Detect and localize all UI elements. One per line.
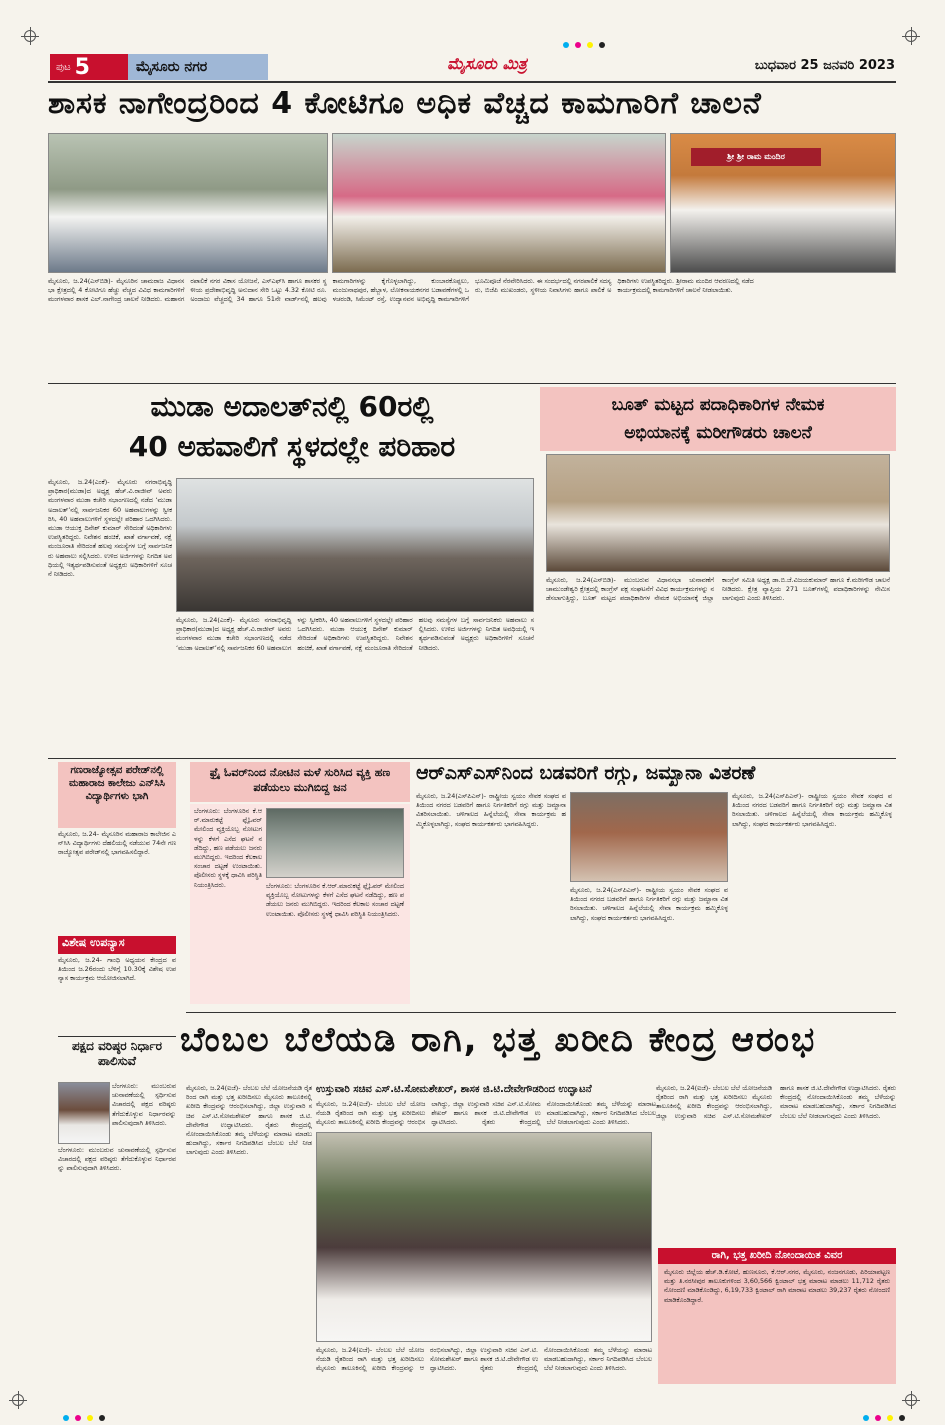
page-date: ಬುಧವಾರ 25 ಜನವರಿ 2023	[754, 58, 895, 73]
procurement-info-body: ಮೈಸೂರು ಜಿಲ್ಲೆಯ ಹೆಚ್.ಡಿ.ಕೋಟೆ, ಹುಣಸೂರು, ಕೆ.ಆರ್.ನಗರ, ಮೈಸೂರು, ನಂಜನಗೂಡು, ಪಿರಿಯಾಪಟ್ಟಣ ಮತ್ತು ತಿ.ನರಸೀಪುರ ತಾಲೂಕುಗಳಿಂದ 3,60,566 ಕ್ವಿಂಟಾಲ್ ಭತ್ತ ಮಾರಾಟ ಮಾಡಲು 11,712 ರೈತರು ನೋಂದಣಿ ಮಾಡಿಕೊಂಡಿದ್ದು, 6,19,733 ಕ್ವಿಂಟಾಲ್ ರಾಗಿ ಮಾರಾಟ ಮಾಡಲು 39,237 ರೈತರು ನೋಂದಣಿ ಮಾಡಿಕೊಂಡಿದ್ದಾರೆ.	[664, 1268, 890, 1304]
ragi-body-bottom: ಮೈಸೂರು, ಜ.24(ಐಜೆ)- ಬೆಂಬಲ ಬೆಲೆ ಯೋಜನೆಯಡಿ ರೈತರಿಂದ ರಾಗಿ ಮತ್ತು ಭತ್ತ ಖರೀದಿಸಲು ಮೈಸೂರು ತಾಲೂಕಿನಲ್ಲಿ ಖರೀದಿ ಕೇಂದ್ರವನ್ನು ಆರಂಭಿಸಲಾಗಿದ್ದು, ಜಿಲ್ಲಾ ಉಸ್ತುವಾರಿ ಸಚಿವ ಎಸ್.ಟಿ.ಸೋಮಶೇಖರ್ ಹಾಗೂ ಶಾಸಕ ಜಿ.ಟಿ.ದೇವೇಗೌಡ ಉದ್ಘಾಟಿಸಿದರು. ರೈತರು ಕೇಂದ್ರದಲ್ಲಿ ನೋಂದಾಯಿಸಿಕೊಂಡು ತಮ್ಮ ಬೆಳೆಯನ್ನು ಮಾರಾಟ ಮಾಡಬಹುದಾಗಿದ್ದು, ಸರ್ಕಾರ ನಿಗದಿಪಡಿಸಿದ ಬೆಂಬಲ ಬೆಲೆ ನೀಡಲಾಗುವುದು ಎಂದು ತಿಳಿಸಿದರು.	[316, 1346, 652, 1373]
muda-headline-line1: ಮುಡಾ ಅದಾಲತ್‌ನಲ್ಲಿ 60ರಲ್ಲಿ	[150, 390, 434, 423]
page-number: 5	[74, 54, 90, 80]
registration-mark	[905, 1394, 917, 1406]
booth-photo	[546, 454, 890, 572]
section-rule	[48, 758, 896, 759]
rss-headline: ಆರ್‌ಎಸ್‌ಎಸ್‌ನಿಂದ ಬಡವರಿಗೆ ರಗ್ಗು, ಜಮ್ಖಾನಾ ವಿತರಣೆ	[416, 762, 756, 784]
masthead: ಮೈಸೂರು ಮಿತ್ರ	[447, 54, 527, 73]
lead-body: ಮೈಸೂರು, ಜ.24(ಎಸ್‌ಬಿಡಿ)- ಮೈಸೂರಿನ ಚಾಮರಾಜ ವಿಧಾನಸಭಾ ಕ್ಷೇತ್ರದಲ್ಲಿ 4 ಕೋಟಿಗೂ ಹೆಚ್ಚು ವೆಚ್ಚದ ವಿವಿಧ ಕಾಮಗಾರಿಗಳಿಗೆ ಮಂಗಳವಾರ ಶಾಸಕ ಎಲ್.ನಾಗೇಂದ್ರ ಚಾಲನೆ ನೀಡಿದರು. ಮಹಾನಗರಪಾಲಿಕೆ ನಗರ ವಿಕಾಸ ಯೋಜನೆ, ಎಸ್‌ಎಫ್‌ಸಿ ಹಾಗೂ ಶಾಸಕರ ಸ್ಥಳೀಯ ಪ್ರದೇಶಾಭಿವೃದ್ಧಿ ಅನುದಾನ ಸೇರಿ ಒಟ್ಟು 4.32 ಕೋಟಿ ರೂ. ಅಂದಾಜು ವೆಚ್ಚದಲ್ಲಿ 34 ಹಾಗೂ 51ನೇ ವಾರ್ಡ್‌ನಲ್ಲಿ ಹಲವು ಕಾಮಗಾರಿಗಳನ್ನು ಕೈಗೊಳ್ಳಲಾಗಿದ್ದು, ಕುಂಬಾರಕೊಪ್ಪಲು, ಮಂಜುನಾಥಪುರ, ಹೆಬ್ಬಾಳ, ಲೋಕನಾಯಕನಗರ ಬಡಾವಣೆಗಳಲ್ಲಿ ಒಳಚರಂಡಿ, ಸಿಮೆಂಟ್ ರಸ್ತೆ, ಉದ್ಯಾನವನ ಅಭಿವೃದ್ಧಿ ಕಾಮಗಾರಿಗಳಿಗೆ ಭೂಮಿಪೂಜೆ ನೆರವೇರಿಸಿದರು. ಈ ಸಂದರ್ಭದಲ್ಲಿ ನಗರಪಾಲಿಕೆ ಸದಸ್ಯರು, ಬಿಜೆಪಿ ಮುಖಂಡರು, ಸ್ಥಳೀಯ ನಿವಾಸಿಗಳು ಹಾಗೂ ಪಾಲಿಕೆ ಅಧಿಕಾರಿಗಳು ಉಪಸ್ಥಿತರಿದ್ದರು. ಶ್ರೀರಾಮ ಮಂದಿರ ಆವರಣದಲ್ಲಿ ನಡೆದ ಕಾರ್ಯಕ್ರಮದಲ್ಲಿ ಕಾಮಗಾರಿಗಳಿಗೆ ಚಾಲನೆ ನೀಡಲಾಯಿತು.	[48, 277, 754, 304]
header-rule	[48, 81, 896, 83]
ragi-body-col1: ಮೈಸೂರು, ಜ.24(ಐಜೆ)- ಬೆಂಬಲ ಬೆಲೆ ಯೋಜನೆಯಡಿ ರೈತರಿಂದ ರಾಗಿ ಮತ್ತು ಭತ್ತ ಖರೀದಿಸಲು ಮೈಸೂರು ತಾಲೂಕಿನಲ್ಲಿ ಖರೀದಿ ಕೇಂದ್ರವನ್ನು ಆರಂಭಿಸಲಾಗಿದ್ದು, ಜಿಲ್ಲಾ ಉಸ್ತುವಾರಿ ಸಚಿವ ಎಸ್.ಟಿ.ಸೋಮಶೇಖರ್ ಹಾಗೂ ಶಾಸಕ ಜಿ.ಟಿ.ದೇವೇಗೌಡ ಉದ್ಘಾಟಿಸಿದರು. ರೈತರು ಕೇಂದ್ರದಲ್ಲಿ ನೋಂದಾಯಿಸಿಕೊಂಡು ತಮ್ಮ ಬೆಳೆಯನ್ನು ಮಾರಾಟ ಮಾಡಬಹುದಾಗಿದ್ದು, ಸರ್ಕಾರ ನಿಗದಿಪಡಿಸಿದ ಬೆಂಬಲ ಬೆಲೆ ನೀಡಲಾಗುವುದು ಎಂದು ತಿಳಿಸಿದರು.	[186, 1084, 312, 1157]
registration-mark	[24, 30, 36, 42]
color-bar-bottom	[60, 1406, 108, 1425]
flyover-box	[190, 804, 410, 1004]
ragi-body-right: ಮೈಸೂರು, ಜ.24(ಐಜೆ)- ಬೆಂಬಲ ಬೆಲೆ ಯೋಜನೆಯಡಿ ರೈತರಿಂದ ರಾಗಿ ಮತ್ತು ಭತ್ತ ಖರೀದಿಸಲು ಮೈಸೂರು ತಾಲೂಕಿನಲ್ಲಿ ಖರೀದಿ ಕೇಂದ್ರವನ್ನು ಆರಂಭಿಸಲಾಗಿದ್ದು, ಜಿಲ್ಲಾ ಉಸ್ತುವಾರಿ ಸಚಿವ ಎಸ್.ಟಿ.ಸೋಮಶೇಖರ್ ಹಾಗೂ ಶಾಸಕ ಜಿ.ಟಿ.ದೇವೇಗೌಡ ಉದ್ಘಾಟಿಸಿದರು. ರೈತರು ಕೇಂದ್ರದಲ್ಲಿ ನೋಂದಾಯಿಸಿಕೊಂಡು ತಮ್ಮ ಬೆಳೆಯನ್ನು ಮಾರಾಟ ಮಾಡಬಹುದಾಗಿದ್ದು, ಸರ್ಕಾರ ನಿಗದಿಪಡಿಸಿದ ಬೆಂಬಲ ಬೆಲೆ ನೀಡಲಾಗುವುದು ಎಂದು ತಿಳಿಸಿದರು.	[656, 1084, 896, 1120]
procurement-info-headline: ರಾಗಿ, ಭತ್ತ ಖರೀದಿ ನೋಂದಾಯಿತ ವಿವರ	[658, 1248, 896, 1264]
lead-headline: ಶಾಸಕ ನಾಗೇಂದ್ರರಿಂದ 4 ಕೋಟಿಗೂ ಅಧಿಕ ವೆಚ್ಚದ ಕಾಮಗಾರಿಗೆ ಚಾಲನೆ	[48, 86, 762, 121]
muda-headline	[48, 387, 536, 473]
booth-headline-line2: ಅಭಿಯಾನಕ್ಕೆ ಮರೀಗೌಡರು ಚಾಲನೆ	[624, 423, 812, 443]
rss-body-col2: ಮೈಸೂರು, ಜ.24(ಎಸ್‌ಪಿಎನ್)- ರಾಷ್ಟ್ರೀಯ ಸ್ವಯಂ ಸೇವಕ ಸಂಘದ ವತಿಯಿಂದ ನಗರದ ಬಡವರಿಗೆ ಹಾಗೂ ನಿರ್ಗತಿಕರಿಗೆ ರಗ್ಗು ಮತ್ತು ಜಮ್ಖಾನಾ ವಿತರಿಸಲಾಯಿತು. ಚಳಿಗಾಲದ ಹಿನ್ನೆಲೆಯಲ್ಲಿ ಸೇವಾ ಕಾರ್ಯಕ್ರಮ ಹಮ್ಮಿಕೊಳ್ಳಲಾಗಿದ್ದು, ಸಂಘದ ಕಾರ್ಯಕರ್ತರು ಭಾಗವಹಿಸಿದ್ದರು.	[570, 886, 728, 922]
lead-photo-3	[670, 133, 896, 273]
decision-body: ಬೆಂಗಳೂರು: ಮುಂಬರುವ ಚುನಾವಣೆಯಲ್ಲಿ ಸ್ಪರ್ಧಿಸುವ ವಿಚಾರದಲ್ಲಿ ಪಕ್ಷದ ವರಿಷ್ಠರು ತೆಗೆದುಕೊಳ್ಳುವ ನಿರ್ಧಾರವನ್ನು ಪಾಲಿಸುವುದಾಗಿ ತಿಳಿಸಿದರು.	[58, 1146, 176, 1173]
flyover-body: ಬೆಂಗಳೂರು: ಬೆಂಗಳೂರಿನ ಕೆ.ಆರ್.ಮಾರುಕಟ್ಟೆ ಫ್ಲೈಓವರ್ ಮೇಲಿಂದ ವ್ಯಕ್ತಿಯೊಬ್ಬ ನೋಟುಗಳನ್ನು ಕೆಳಗೆ ಎಸೆದ ಘಟನೆ ನಡೆದಿದ್ದು, ಹಣ ಪಡೆಯಲು ಜನರು ಮುಗಿಬಿದ್ದರು. ಇದರಿಂದ ಕೆಲಕಾಲ ಸಂಚಾರ ದಟ್ಟಣೆ ಉಂಟಾಯಿತು. ಪೊಲೀಸರು ಸ್ಥಳಕ್ಕೆ ಧಾವಿಸಿ ಪರಿಸ್ಥಿತಿ ನಿಯಂತ್ರಿಸಿದರು.	[266, 882, 404, 918]
registration-mark	[12, 1394, 24, 1406]
section-label: ಮೈಸೂರು ನಗರ	[128, 54, 268, 80]
muda-headline-line2: 40 ಅಹವಾಲಿಗೆ ಸ್ಥಳದಲ್ಲೇ ಪರಿಹಾರ	[128, 430, 456, 463]
ragi-headline: ಬೆಂಬಲ ಬೆಲೆಯಡಿ ರಾಗಿ, ಭತ್ತ ಖರೀದಿ ಕೇಂದ್ರ ಆರಂಭ	[180, 1020, 817, 1060]
muda-body-col1: ಮೈಸೂರು, ಜ.24(ಎಂಕೆ)- ಮೈಸೂರು ನಗರಾಭಿವೃದ್ಧಿ ಪ್ರಾಧಿಕಾರ(ಮುಡಾ)ದ ಅಧ್ಯಕ್ಷ ಹೆಚ್.ವಿ.ರಾಜೀವ್ ಅವರು ಮಂಗಳವಾರ ಮುಡಾ ಕಚೇರಿ ಸಭಾಂಗಣದಲ್ಲಿ ನಡೆದ ‘ಮುಡಾ ಅದಾಲತ್’ನಲ್ಲಿ ಸಾರ್ವಜನಿಕರ 60 ಅಹವಾಲುಗಳನ್ನು ಸ್ವೀಕರಿಸಿ, 40 ಅಹವಾಲುಗಳಿಗೆ ಸ್ಥಳದಲ್ಲೇ ಪರಿಹಾರ ಒದಗಿಸಿದರು. ಮುಡಾ ಆಯುಕ್ತ ದಿನೇಶ್ ಕುಮಾರ್ ಸೇರಿದಂತೆ ಅಧಿಕಾರಿಗಳು ಉಪಸ್ಥಿತರಿದ್ದರು. ನಿವೇಶನ ಹಂಚಿಕೆ, ಖಾತೆ ವರ್ಗಾವಣೆ, ನಕ್ಷೆ ಮಂಜೂರಾತಿ ಸೇರಿದಂತೆ ಹಲವು ಸಮಸ್ಯೆಗಳ ಬಗ್ಗೆ ಸಾರ್ವಜನಿಕರು ಅಹವಾಲು ಸಲ್ಲಿಸಿದರು. ಉಳಿದ ಅರ್ಜಿಗಳನ್ನು ನಿಗದಿತ ಅವಧಿಯಲ್ಲಿ ಇತ್ಯರ್ಥಪಡಿಸುವಂತೆ ಅಧ್ಯಕ್ಷರು ಅಧಿಕಾರಿಗಳಿಗೆ ಸೂಚನೆ ನೀಡಿದರು.	[48, 478, 172, 579]
registration-mark	[905, 30, 917, 42]
booth-body: ಮೈಸೂರು, ಜ.24(ಎಸ್‌ಬಿಡಿ)- ಮುಂಬರುವ ವಿಧಾನಸಭಾ ಚುನಾವಣೆಗೆ ಚಾಮುಂಡೇಶ್ವರಿ ಕ್ಷೇತ್ರದಲ್ಲಿ ಕಾಂಗ್ರೆಸ್ ಪಕ್ಷ ಸಂಘಟನೆಗೆ ವಿವಿಧ ಕಾರ್ಯಕ್ರಮಗಳನ್ನು ನಡೆಸಲಾಗುತ್ತಿದ್ದು, ಬೂತ್ ಮಟ್ಟದ ಪದಾಧಿಕಾರಿಗಳ ನೇಮಕ ಅಭಿಯಾನಕ್ಕೆ ಜಿಲ್ಲಾ ಕಾಂಗ್ರೆಸ್ ಸಮಿತಿ ಅಧ್ಯಕ್ಷ ಡಾ.ಬಿ.ಜೆ.ವಿಜಯಕುಮಾರ್ ಹಾಗೂ ಕೆ.ಮರೀಗೌಡ ಚಾಲನೆ ನೀಡಿದರು. ಕ್ಷೇತ್ರ ವ್ಯಾಪ್ತಿಯ 271 ಬೂತ್‌ಗಳಲ್ಲಿ ಪದಾಧಿಕಾರಿಗಳನ್ನು ನೇಮಿಸಲಾಗುವುದು ಎಂದು ತಿಳಿಸಿದರು.	[546, 576, 890, 603]
decision-headline: ಪಕ್ಷದ ವರಿಷ್ಠರ ನಿರ್ಧಾರ ಪಾಲಿಸುವೆ	[58, 1036, 176, 1080]
flyover-photo	[266, 808, 404, 878]
booth-headline-line1: ಬೂತ್ ಮಟ್ಟದ ಪದಾಧಿಕಾರಿಗಳ ನೇಮಕ	[611, 395, 825, 415]
booth-headline	[540, 387, 896, 451]
flyover-body-col: ಬೆಂಗಳೂರು: ಬೆಂಗಳೂರಿನ ಕೆ.ಆರ್.ಮಾರುಕಟ್ಟೆ ಫ್ಲೈಓವರ್ ಮೇಲಿಂದ ವ್ಯಕ್ತಿಯೊಬ್ಬ ನೋಟುಗಳನ್ನು ಕೆಳಗೆ ಎಸೆದ ಘಟನೆ ನಡೆದಿದ್ದು, ಹಣ ಪಡೆಯಲು ಜನರು ಮುಗಿಬಿದ್ದರು. ಇದರಿಂದ ಕೆಲಕಾಲ ಸಂಚಾರ ದಟ್ಟಣೆ ಉಂಟಾಯಿತು. ಪೊಲೀಸರು ಸ್ಥಳಕ್ಕೆ ಧಾವಿಸಿ ಪರಿಸ್ಥಿತಿ ನಿಯಂತ್ರಿಸಿದರು.	[194, 807, 262, 889]
ragi-subheadline: ಉಸ್ತುವಾರಿ ಸಚಿವ ಎಸ್.ಟಿ.ಸೋಮಶೇಖರ್, ಶಾಸಕ ಜಿ.ಟಿ.ದೇವೇಗೌಡರಿಂದ ಉದ್ಘಾಟನೆ	[316, 1084, 592, 1095]
ncc-body: ಮೈಸೂರು, ಜ.24- ಮೈಸೂರಿನ ಮಹಾರಾಜ ಕಾಲೇಜಿನ ಎನ್‌ಸಿಸಿ ವಿದ್ಯಾರ್ಥಿಗಳು ದೆಹಲಿಯಲ್ಲಿ ನಡೆಯುವ 74ನೇ ಗಣರಾಜ್ಯೋತ್ಸವ ಪರೇಡ್‌ನಲ್ಲಿ ಭಾಗವಹಿಸಲಿದ್ದಾರೆ.	[58, 830, 176, 857]
lecture-body: ಮೈಸೂರು, ಜ.24- ಗಾಂಧಿ ಅಧ್ಯಯನ ಕೇಂದ್ರದ ವತಿಯಿಂದ ಜ.26ರಂದು ಬೆಳಿಗ್ಗೆ 10.30ಕ್ಕೆ ವಿಶೇಷ ಉಪನ್ಯಾಸ ಕಾರ್ಯಕ್ರಮ ಆಯೋಜಿಸಲಾಗಿದೆ.	[58, 956, 176, 983]
page-number-box	[50, 54, 128, 80]
lecture-headline: ವಿಶೇಷ ಉಪನ್ಯಾಸ	[58, 936, 176, 954]
procurement-info-box	[658, 1248, 896, 1384]
rss-photo	[570, 792, 728, 882]
color-bar-bottom-right	[860, 1406, 908, 1425]
politician-photo	[58, 1082, 110, 1144]
section-rule	[186, 1012, 896, 1013]
flyover-headline: ಫ್ರೈ ಓವರ್‌ನಿಂದ ನೋಟಿನ ಮಳೆ ಸುರಿಸಿದ ವ್ಯಕ್ತಿ ಹಣ ಪಡೆಯಲು ಮುಗಿಬಿದ್ದ ಜನ	[190, 762, 410, 802]
section-rule	[48, 383, 896, 384]
page-label: ಪುಟ	[56, 61, 71, 73]
muda-body-rest: ಮೈಸೂರು, ಜ.24(ಎಂಕೆ)- ಮೈಸೂರು ನಗರಾಭಿವೃದ್ಧಿ ಪ್ರಾಧಿಕಾರ(ಮುಡಾ)ದ ಅಧ್ಯಕ್ಷ ಹೆಚ್.ವಿ.ರಾಜೀವ್ ಅವರು ಮಂಗಳವಾರ ಮುಡಾ ಕಚೇರಿ ಸಭಾಂಗಣದಲ್ಲಿ ನಡೆದ ‘ಮುಡಾ ಅದಾಲತ್’ನಲ್ಲಿ ಸಾರ್ವಜನಿಕರ 60 ಅಹವಾಲುಗಳನ್ನು ಸ್ವೀಕರಿಸಿ, 40 ಅಹವಾಲುಗಳಿಗೆ ಸ್ಥಳದಲ್ಲೇ ಪರಿಹಾರ ಒದಗಿಸಿದರು. ಮುಡಾ ಆಯುಕ್ತ ದಿನೇಶ್ ಕುಮಾರ್ ಸೇರಿದಂತೆ ಅಧಿಕಾರಿಗಳು ಉಪಸ್ಥಿತರಿದ್ದರು. ನಿವೇಶನ ಹಂಚಿಕೆ, ಖಾತೆ ವರ್ಗಾವಣೆ, ನಕ್ಷೆ ಮಂಜೂರಾತಿ ಸೇರಿದಂತೆ ಹಲವು ಸಮಸ್ಯೆಗಳ ಬಗ್ಗೆ ಸಾರ್ವಜನಿಕರು ಅಹವಾಲು ಸಲ್ಲಿಸಿದರು. ಉಳಿದ ಅರ್ಜಿಗಳನ್ನು ನಿಗದಿತ ಅವಧಿಯಲ್ಲಿ ಇತ್ಯರ್ಥಪಡಿಸುವಂತೆ ಅಧ್ಯಕ್ಷರು ಅಧಿಕಾರಿಗಳಿಗೆ ಸೂಚನೆ ನೀಡಿದರು.	[176, 616, 534, 652]
lead-photo-2	[332, 133, 666, 273]
muda-photo	[176, 478, 534, 612]
decision-body-top: ಬೆಂಗಳೂರು: ಮುಂಬರುವ ಚುನಾವಣೆಯಲ್ಲಿ ಸ್ಪರ್ಧಿಸುವ ವಿಚಾರದಲ್ಲಿ ಪಕ್ಷದ ವರಿಷ್ಠರು ತೆಗೆದುಕೊಳ್ಳುವ ನಿರ್ಧಾರವನ್ನು ಪಾಲಿಸುವುದಾಗಿ ತಿಳಿಸಿದರು.	[112, 1082, 176, 1127]
color-bar-top	[560, 33, 608, 52]
temple-banner: ಶ್ರೀ ಶ್ರೀ ರಾಮ ಮಂದಿರ	[691, 148, 821, 166]
ragi-photo	[316, 1132, 652, 1342]
ragi-body-top: ಮೈಸೂರು, ಜ.24(ಐಜೆ)- ಬೆಂಬಲ ಬೆಲೆ ಯೋಜನೆಯಡಿ ರೈತರಿಂದ ರಾಗಿ ಮತ್ತು ಭತ್ತ ಖರೀದಿಸಲು ಮೈಸೂರು ತಾಲೂಕಿನಲ್ಲಿ ಖರೀದಿ ಕೇಂದ್ರವನ್ನು ಆರಂಭಿಸಲಾಗಿದ್ದು, ಜಿಲ್ಲಾ ಉಸ್ತುವಾರಿ ಸಚಿವ ಎಸ್.ಟಿ.ಸೋಮಶೇಖರ್ ಹಾಗೂ ಶಾಸಕ ಜಿ.ಟಿ.ದೇವೇಗೌಡ ಉದ್ಘಾಟಿಸಿದರು. ರೈತರು ಕೇಂದ್ರದಲ್ಲಿ ನೋಂದಾಯಿಸಿಕೊಂಡು ತಮ್ಮ ಬೆಳೆಯನ್ನು ಮಾರಾಟ ಮಾಡಬಹುದಾಗಿದ್ದು, ಸರ್ಕಾರ ನಿಗದಿಪಡಿಸಿದ ಬೆಂಬಲ ಬೆಲೆ ನೀಡಲಾಗುವುದು ಎಂದು ತಿಳಿಸಿದರು.	[316, 1100, 656, 1127]
ncc-headline: ಗಣರಾಜ್ಯೋತ್ಸವ ಪರೇಡ್‌ನಲ್ಲಿ ಮಹಾರಾಜ ಕಾಲೇಜು ಎನ್‌ಸಿಸಿ ವಿದ್ಯಾರ್ಥಿಗಳು ಭಾಗಿ	[58, 762, 176, 828]
lead-photo-1	[48, 133, 328, 273]
rss-body-col3: ಮೈಸೂರು, ಜ.24(ಎಸ್‌ಪಿಎನ್)- ರಾಷ್ಟ್ರೀಯ ಸ್ವಯಂ ಸೇವಕ ಸಂಘದ ವತಿಯಿಂದ ನಗರದ ಬಡವರಿಗೆ ಹಾಗೂ ನಿರ್ಗತಿಕರಿಗೆ ರಗ್ಗು ಮತ್ತು ಜಮ್ಖಾನಾ ವಿತರಿಸಲಾಯಿತು. ಚಳಿಗಾಲದ ಹಿನ್ನೆಲೆಯಲ್ಲಿ ಸೇವಾ ಕಾರ್ಯಕ್ರಮ ಹಮ್ಮಿಕೊಳ್ಳಲಾಗಿದ್ದು, ಸಂಘದ ಕಾರ್ಯಕರ್ತರು ಭಾಗವಹಿಸಿದ್ದರು.	[732, 792, 892, 828]
rss-body-col1: ಮೈಸೂರು, ಜ.24(ಎಸ್‌ಪಿಎನ್)- ರಾಷ್ಟ್ರೀಯ ಸ್ವಯಂ ಸೇವಕ ಸಂಘದ ವತಿಯಿಂದ ನಗರದ ಬಡವರಿಗೆ ಹಾಗೂ ನಿರ್ಗತಿಕರಿಗೆ ರಗ್ಗು ಮತ್ತು ಜಮ್ಖಾನಾ ವಿತರಿಸಲಾಯಿತು. ಚಳಿಗಾಲದ ಹಿನ್ನೆಲೆಯಲ್ಲಿ ಸೇವಾ ಕಾರ್ಯಕ್ರಮ ಹಮ್ಮಿಕೊಳ್ಳಲಾಗಿದ್ದು, ಸಂಘದ ಕಾರ್ಯಕರ್ತರು ಭಾಗವಹಿಸಿದ್ದರು.	[416, 792, 566, 828]
